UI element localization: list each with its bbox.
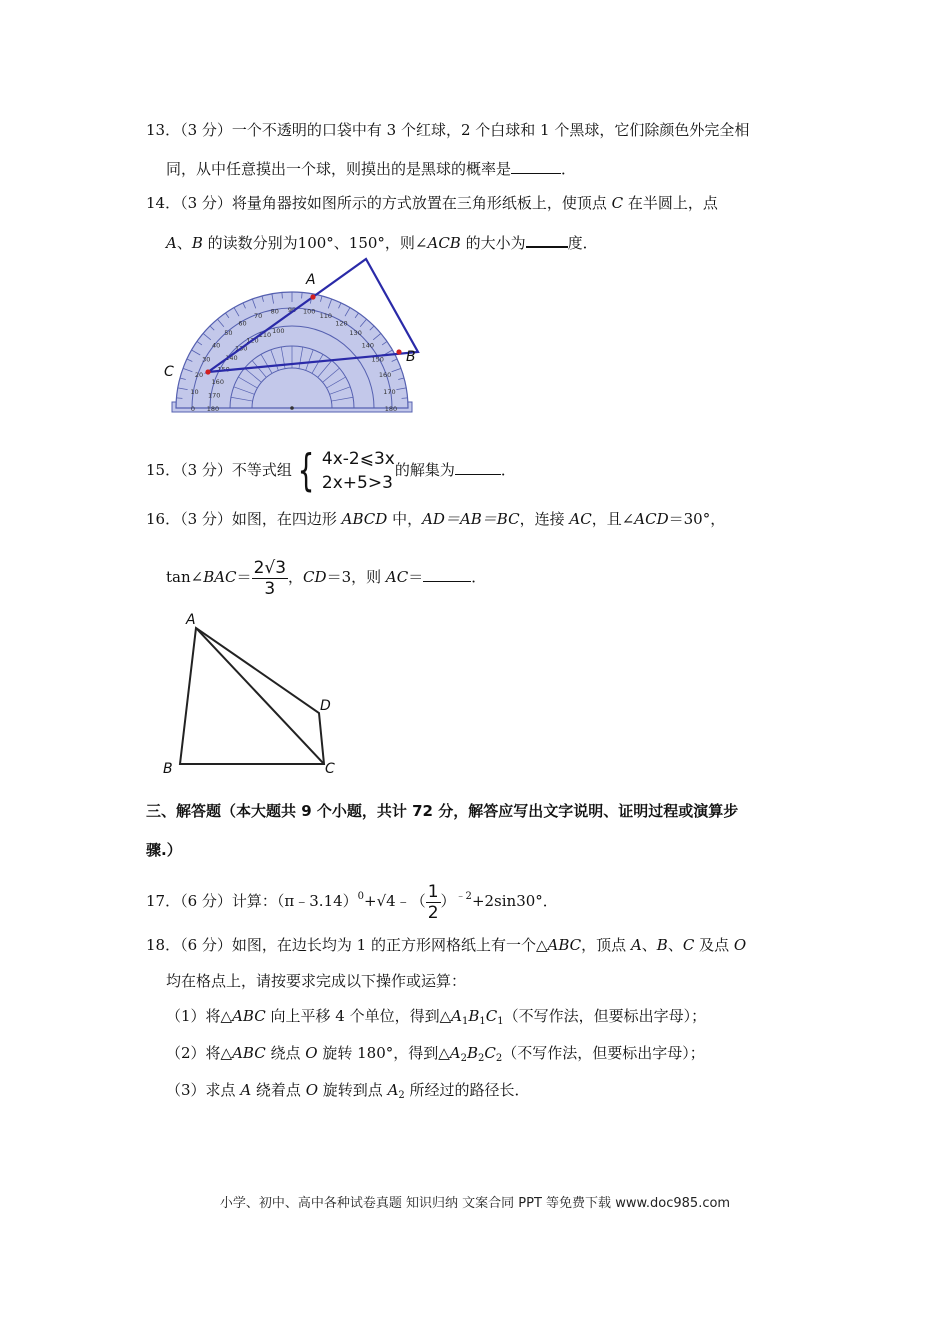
- protractor-tick: [282, 292, 283, 298]
- q16-end: ．: [471, 568, 487, 586]
- q16-acd: ACD: [634, 510, 669, 528]
- q18-s3-sub: 2: [398, 1090, 405, 1101]
- point-c: [205, 369, 210, 374]
- q18-s3-a: （3）求点: [166, 1081, 241, 1099]
- protractor-label: 0: [190, 405, 196, 413]
- q15-answer-blank: [455, 458, 501, 475]
- q18-s2-o: O: [305, 1044, 318, 1062]
- q16-abcd: ABCD: [341, 510, 388, 528]
- q18-s2-abc: ABC: [232, 1044, 266, 1062]
- q13-end: ．: [561, 160, 577, 178]
- protractor-label: 170: [207, 391, 221, 400]
- q14-line1: [146, 193, 718, 213]
- point-a: [310, 294, 315, 299]
- q18-c: C: [682, 936, 695, 954]
- q18-b: B: [656, 936, 668, 954]
- q18-s3-d: 所经过的路径长．: [404, 1081, 530, 1099]
- q18-s3-c: 旋转到点: [318, 1081, 388, 1099]
- q16-ac: AC: [569, 510, 592, 528]
- q16-text-e: ＝30°，: [668, 510, 726, 528]
- q13-line2: [166, 157, 576, 179]
- section3-heading-line1: 三、解答题（本大题共 9 个小题，共计 72 分，解答应写出文字说明、证明过程或演算步: [146, 802, 739, 820]
- q15-ineq2: 2x+5>3: [321, 473, 393, 493]
- protractor-tick: [302, 292, 303, 298]
- q14-var-b: B: [191, 234, 203, 252]
- q14-var-a: A: [166, 234, 177, 252]
- protractor-label: 20: [194, 371, 204, 380]
- q18-s1-b: 向上平移 4 个单位，得到△: [265, 1007, 452, 1025]
- q16-text-c: ，连接: [519, 510, 570, 528]
- q18-step3: [166, 1080, 530, 1106]
- q16-eq: ＝: [236, 568, 252, 586]
- q18-s2-d: （不写作法，但要标出字母）；: [502, 1044, 705, 1062]
- q18-line2: 均在格点上，请按要求完成以下操作或运算：: [166, 972, 467, 990]
- q18-abc: ABC: [547, 936, 582, 954]
- q17-prefix: 17．（6 分）计算：（π﹣3.14）: [146, 892, 358, 910]
- label-a: A: [306, 272, 316, 288]
- q16-bac: BAC: [203, 568, 237, 586]
- q15-system: [322, 447, 395, 495]
- q16-cd-text: ＝3，则: [326, 568, 386, 586]
- q17-sqrt: +√4﹣（: [364, 892, 426, 910]
- protractor-label: 140: [361, 341, 375, 350]
- q18-s1-abc: ABC: [232, 1007, 266, 1025]
- point-b: [396, 349, 401, 354]
- q16-frac-num: 2√3: [253, 557, 287, 578]
- protractor-label: 10: [190, 387, 199, 396]
- q15-end: ．: [500, 461, 516, 479]
- q18-s3-pt-a: A: [240, 1081, 252, 1099]
- page-footer: 小学、初中、高中各种试卷真题 知识归纳 文案合同 PPT 等免费下载 www.doc985.com: [219, 1196, 731, 1211]
- q14-line2: [166, 230, 598, 253]
- q18-s2-sub-a: 2: [460, 1053, 467, 1064]
- q18-s2-a: （2）将△: [166, 1044, 233, 1062]
- protractor-label: 50: [224, 329, 233, 338]
- protractor-label: 150: [217, 365, 230, 374]
- protractor-label: 130: [349, 329, 362, 338]
- protractor-center: [290, 406, 294, 410]
- q13-line1: 13．（3 分）一个不透明的口袋中有 3 个红球，2 个白球和 1 个黑球，它们除颜色外完全相: [146, 121, 750, 139]
- q17-close: ）: [440, 892, 456, 910]
- q13-text: 同，从中任意摸出一个球，则摸出的是黑球的概率是: [166, 160, 512, 178]
- q18-s1-a: （1）将△: [166, 1007, 233, 1025]
- q14-tail: 的大小为: [460, 234, 526, 252]
- q14-sep: 、: [176, 234, 192, 252]
- protractor-label: 100: [272, 327, 285, 336]
- protractor-label: 60: [238, 319, 247, 328]
- protractor-label: 70: [253, 311, 263, 320]
- protractor-label: 160: [211, 377, 224, 386]
- protractor-label: 170: [383, 387, 396, 396]
- protractor-label: 140: [225, 354, 238, 363]
- q18-s3-b: 绕着点: [251, 1081, 306, 1099]
- q16-eq2: ＝: [408, 568, 424, 586]
- q16-text-b: 中，: [387, 510, 423, 528]
- q16-answer-blank: [423, 565, 471, 582]
- q16-line2: [166, 552, 486, 602]
- protractor: [172, 292, 412, 413]
- q18-s2-c2: C: [484, 1044, 496, 1062]
- protractor-label: 100: [302, 307, 316, 316]
- q18-sep2: 、: [667, 936, 683, 954]
- q18-s2-sub-c: 2: [495, 1053, 503, 1064]
- q16-tan: tan∠: [166, 568, 204, 586]
- q16-line1: [146, 509, 725, 529]
- q14-text-a: 14．（3 分）将量角器按如图所示的方式放置在三角形纸板上，使顶点: [146, 194, 612, 212]
- q16-text-d: ，且∠: [591, 510, 635, 528]
- quadrilateral-figure: [158, 610, 348, 780]
- q15-ineq1: 4x-2⩽3x: [321, 449, 395, 469]
- protractor-label: 40: [212, 341, 221, 350]
- protractor-label: 110: [319, 311, 333, 320]
- protractor-tick: [176, 398, 182, 399]
- q18-line1: [146, 935, 746, 955]
- q18-s1-c1: C: [485, 1007, 498, 1025]
- label-c: C: [164, 364, 174, 380]
- q14-answer-blank: [526, 230, 568, 248]
- q17-exp-neg2: ﹣2: [455, 891, 472, 902]
- q18-s3-o: O: [305, 1081, 319, 1099]
- q18-text-a: 18．（6 分）如图，在边长均为 1 的正方形网格纸上有一个△: [146, 936, 548, 954]
- protractor-label: 180: [206, 405, 220, 413]
- q18-s2-b: 绕点: [265, 1044, 306, 1062]
- diagonal-ac: [196, 628, 324, 764]
- q14-mid: 的读数分别为100°、150°，则∠: [202, 234, 428, 252]
- protractor-label: 130: [235, 344, 248, 353]
- q17-exp0: 0: [357, 891, 365, 902]
- q18-s2-sub-b: 2: [478, 1053, 485, 1064]
- q15-line: [146, 446, 516, 494]
- q14-end: 度．: [567, 234, 598, 252]
- q17-frac-num: 1: [427, 881, 439, 902]
- q18-s2-a2: A: [449, 1044, 461, 1062]
- q18-a: A: [630, 936, 642, 954]
- q15-prefix: 15．（3 分）不等式组: [146, 461, 292, 479]
- protractor-label: 150: [371, 355, 384, 364]
- section3-heading-line2: 骤.）: [146, 841, 182, 859]
- label-c: C: [325, 761, 335, 777]
- protractor-label: 120: [335, 319, 348, 328]
- q18-sep1: 、: [641, 936, 657, 954]
- q15-suffix: 的解集为: [394, 461, 455, 479]
- q18-s1-sub-c: 1: [497, 1016, 504, 1027]
- protractor-label: 160: [378, 371, 392, 380]
- protractor-figure: [160, 254, 430, 422]
- protractor-label: 120: [246, 336, 259, 345]
- protractor-label: 90: [287, 306, 297, 314]
- q18-s3-a2: A: [387, 1081, 399, 1099]
- q16-cd: CD: [303, 568, 327, 586]
- q14-var-c: C: [611, 194, 624, 212]
- q16-ac2: AC: [385, 568, 409, 586]
- q17-line: [146, 874, 558, 923]
- q16-text-a: 16．（3 分）如图，在四边形: [146, 510, 342, 528]
- q18-o: O: [733, 936, 747, 954]
- q18-s2-c: 旋转 180°，得到△: [317, 1044, 450, 1062]
- label-d: D: [320, 698, 331, 714]
- q18-s2-b2: B: [467, 1044, 479, 1062]
- q18-s1-sub-a: 1: [461, 1016, 469, 1027]
- protractor-label: 80: [270, 307, 279, 316]
- q17-fraction: [426, 882, 441, 923]
- q18-text-c: 及点: [694, 936, 734, 954]
- q18-s1-b1: B: [468, 1007, 480, 1025]
- q18-s1-a1: A: [451, 1007, 462, 1025]
- q16-equality: AD＝AB＝BC: [422, 510, 520, 528]
- protractor-label: 180: [384, 405, 398, 413]
- protractor-label: 110: [258, 330, 272, 339]
- q18-s1-sub-b: 1: [479, 1016, 486, 1027]
- q18-s1-c: （不写作法，但要标出字母）；: [503, 1007, 707, 1025]
- q16-fraction: [252, 558, 288, 599]
- q17-tail: +2sin30°．: [471, 892, 558, 910]
- q16-comma: ，: [288, 568, 304, 586]
- q13-answer-blank: [511, 157, 561, 174]
- q14-angle-acb: ACB: [427, 234, 461, 252]
- quadrilateral-abcd: [180, 628, 324, 764]
- label-b: B: [163, 761, 173, 777]
- q18-text-b: ，顶点: [581, 936, 631, 954]
- q16-frac-den: 3: [264, 578, 276, 599]
- q15-brace: {: [297, 445, 315, 496]
- label-a: A: [186, 612, 196, 628]
- q18-step2: [166, 1043, 705, 1069]
- protractor-label: 30: [202, 355, 211, 364]
- protractor-tick: [402, 398, 408, 399]
- label-b: B: [406, 349, 416, 365]
- q18-step1: [166, 1006, 706, 1032]
- q14-text-b: 在半圆上，点: [623, 194, 718, 212]
- q17-frac-den: 2: [427, 902, 439, 923]
